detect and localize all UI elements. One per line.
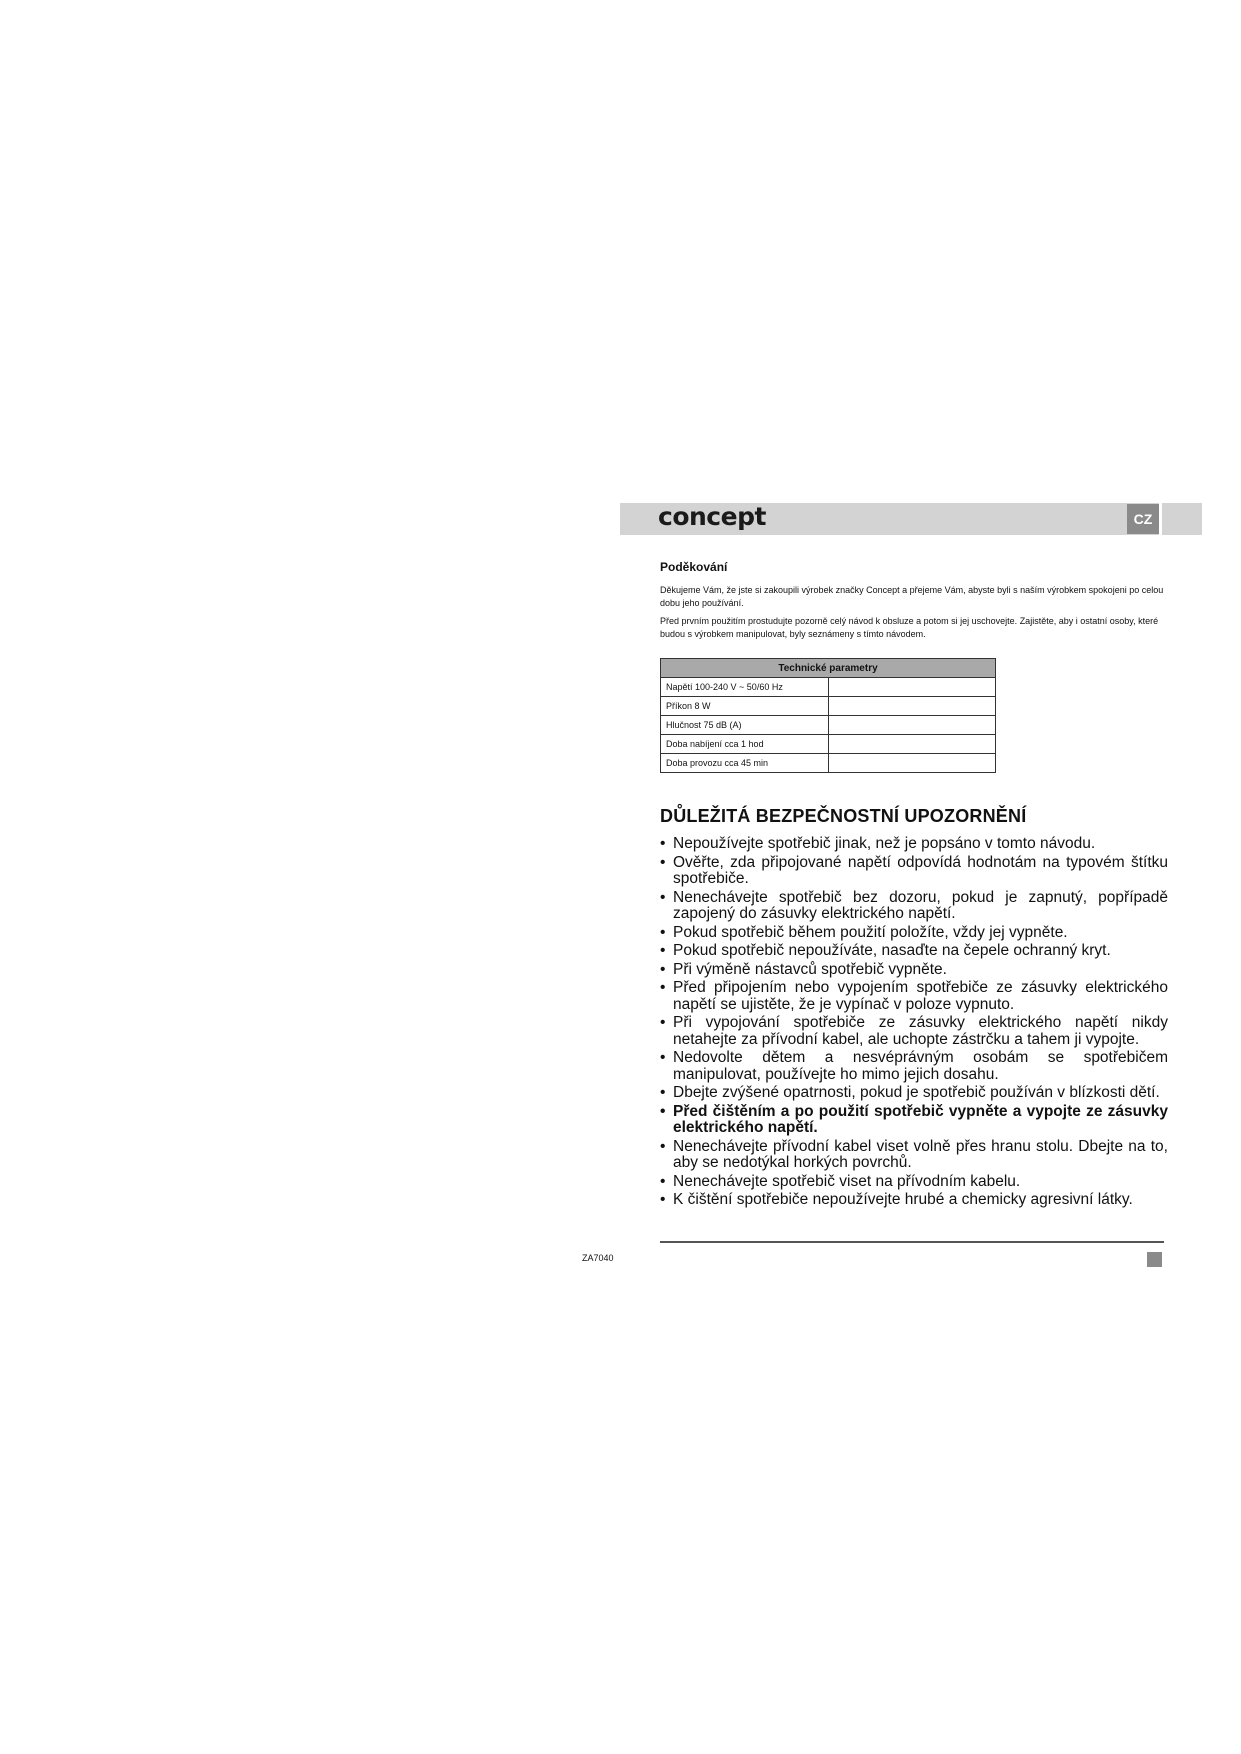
table-cell-empty <box>828 697 996 716</box>
list-item: • Při vypojování spotřebiče ze zásuvky elektrického napětí nikdy netahejte za přívodní kabel, ale uchopte zástrčku a tahem ji vypojte. <box>660 1015 1168 1048</box>
table-row <box>661 716 996 735</box>
safety-list <box>660 836 1168 1211</box>
table-cell-empty <box>828 754 996 773</box>
list-item: • Před připojením nebo vypojením spotřebiče ze zásuvky elektrického napětí se ujistěte, že je vypínač v poloze vypnuto. <box>660 980 1168 1013</box>
list-item: • Nenechávejte přívodní kabel viset volně přes hranu stolu. Dbejte na to, aby se nedotýkal horkých povrchů. <box>660 1139 1168 1172</box>
list-item: • Pokud spotřebič během použití položíte, vždy jej vypněte. <box>660 925 1168 942</box>
footer-divider <box>660 1241 1164 1243</box>
list-item: • Ověřte, zda připojované napětí odpovídá hodnotám na typovém štítku spotřebiče. <box>660 855 1168 888</box>
table-row <box>661 754 996 773</box>
table-cell-empty <box>828 678 996 697</box>
list-item: • Nenechávejte spotřebič viset na přívodním kabelu. <box>660 1174 1168 1191</box>
table-row <box>661 678 996 697</box>
list-item: • Nedovolte dětem a nesvéprávným osobám se spotřebičem manipulovat, používejte ho mimo jejich dosahu. <box>660 1050 1168 1083</box>
thanks-paragraph-1: Děkujeme Vám, že jste si zakoupili výrobek značky Concept a přejeme Vám, abyste byli s naším výrobkem spokojeni po celou dobu jeho používání. <box>660 585 1164 608</box>
list-item: • Nenechávejte spotřebič bez dozoru, pokud je zapnutý, popřípadě zapojený do zásuvky elektrického napětí. <box>660 890 1168 923</box>
table-cell-empty <box>828 735 996 754</box>
thanks-title: Poděkování <box>660 560 728 574</box>
header-divider <box>1159 503 1162 535</box>
list-item: • Nepoužívejte spotřebič jinak, než je popsáno v tomto návodu. <box>660 836 1168 853</box>
table-cell: Napětí 100-240 V ~ 50/60 Hz <box>661 678 829 697</box>
list-item-emphasis: • Před čištěním a po použití spotřebič vypněte a vypojte ze zásuvky elektrického napětí. <box>660 1104 1168 1137</box>
table-cell: Hlučnost 75 dB (A) <box>661 716 829 735</box>
tech-params-table <box>660 658 996 773</box>
table-cell: Doba nabíjení cca 1 hod <box>661 735 829 754</box>
table-row <box>661 735 996 754</box>
language-badge: CZ <box>1127 504 1159 534</box>
table-row <box>661 697 996 716</box>
list-item: • K čištění spotřebiče nepoužívejte hrubé a chemicky agresivní látky. <box>660 1192 1168 1209</box>
table-cell: Příkon 8 W <box>661 697 829 716</box>
thanks-section <box>660 560 1170 646</box>
safety-title: DŮLEŽITÁ BEZPEČNOSTNÍ UPOZORNĚNÍ <box>660 806 1027 826</box>
table-cell-empty <box>828 716 996 735</box>
list-item: • Pokud spotřebič nepoužíváte, nasaďte na čepele ochranný kryt. <box>660 943 1168 960</box>
list-item: • Dbejte zvýšené opatrnosti, pokud je spotřebič používán v blízkosti dětí. <box>660 1085 1168 1102</box>
brand-logo: concept <box>658 502 766 531</box>
page-marker <box>1147 1252 1162 1267</box>
tech-params-title: Technické parametry <box>661 659 996 678</box>
list-item: • Při výměně nástavců spotřebič vypněte. <box>660 962 1168 979</box>
table-cell: Doba provozu cca 45 min <box>661 754 829 773</box>
thanks-paragraph-2: Před prvním použitím prostudujte pozorně celý návod k obsluze a potom si jej uschovejte. Zajistěte, aby i ostatní osoby, které budou s výrobkem manipulovat, byly seznámeny s tímto návodem. <box>660 616 1159 639</box>
model-code: ZA7040 <box>582 1253 614 1263</box>
